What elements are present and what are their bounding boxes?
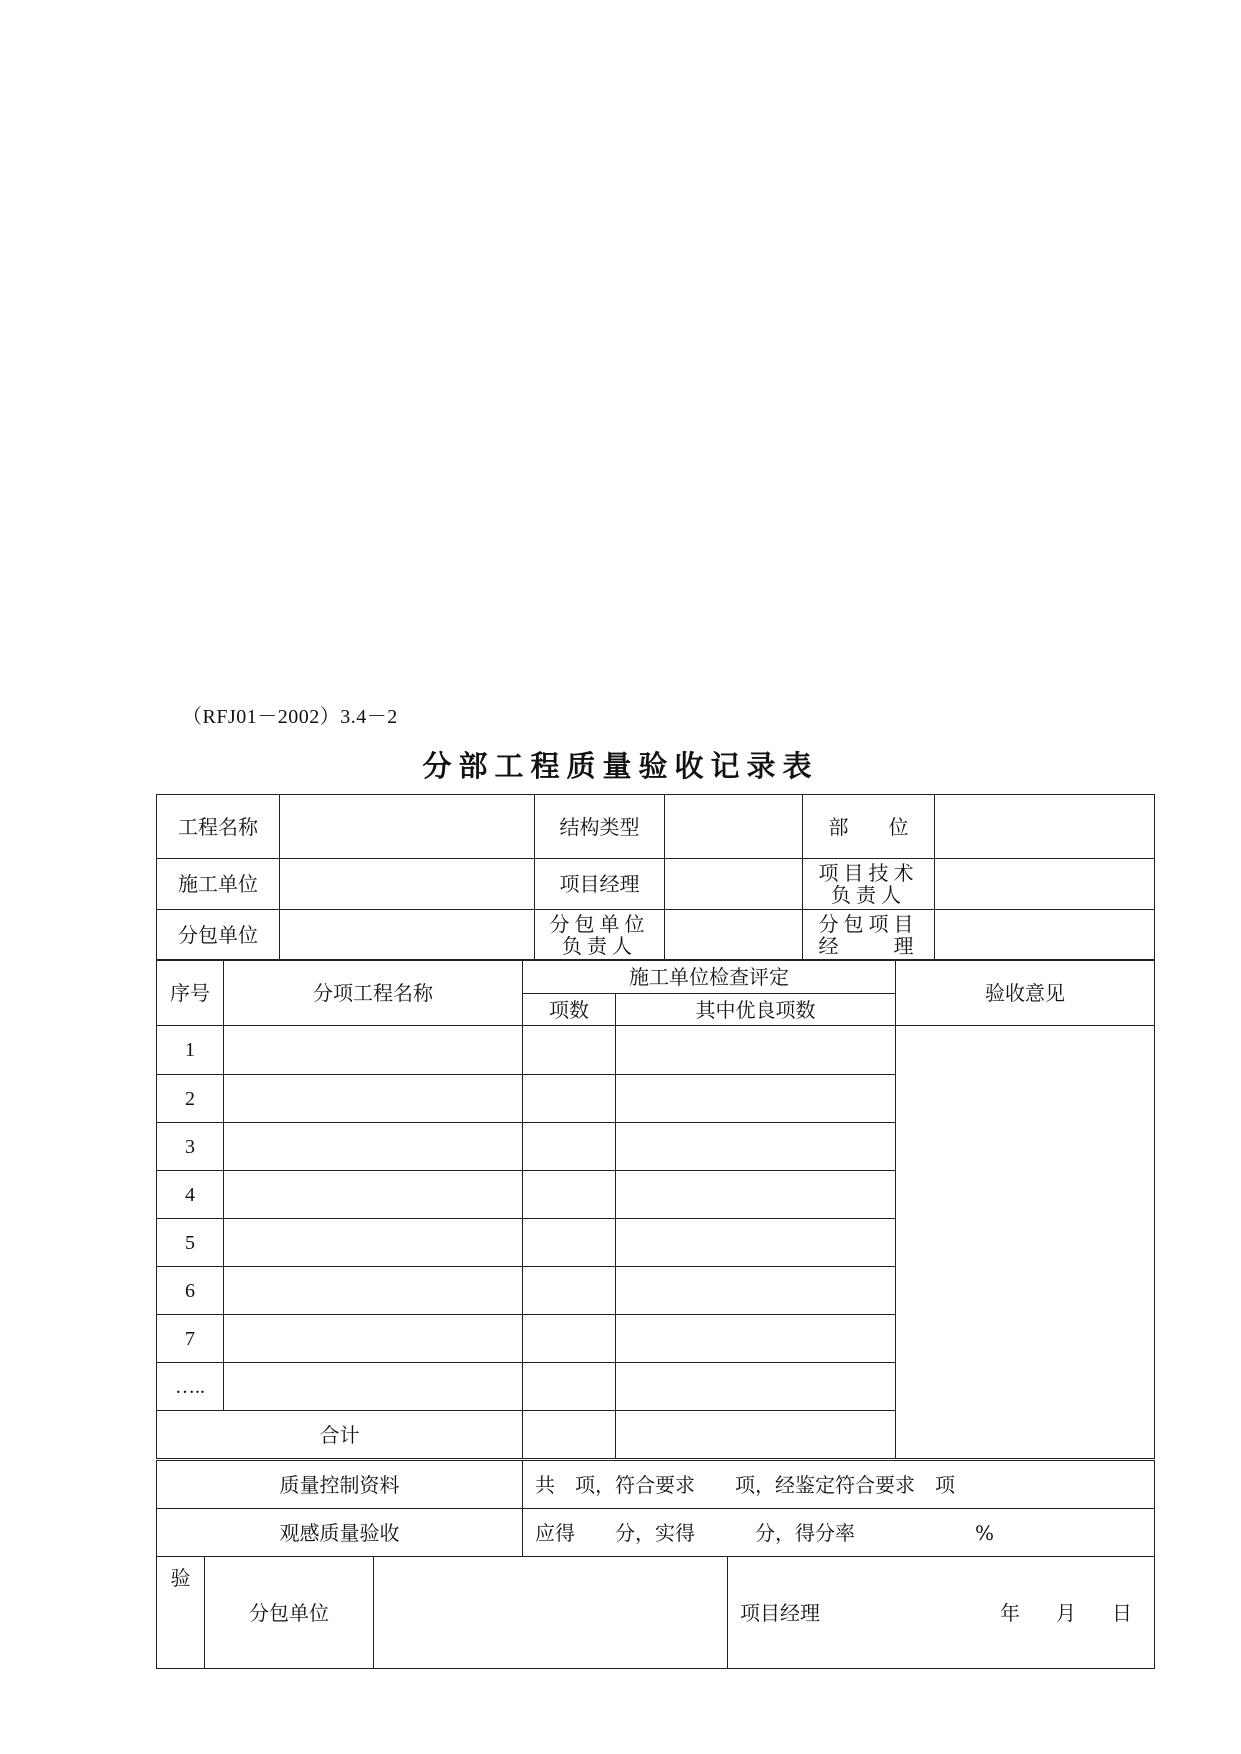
signoff-date: [1000, 1602, 1154, 1624]
item-excellent-cell[interactable]: [616, 1123, 896, 1171]
row-number: 1: [157, 1026, 224, 1075]
item-count-cell[interactable]: [523, 1123, 616, 1171]
item-count-cell[interactable]: [523, 1315, 616, 1363]
document-title: 分部工程质量验收记录表: [422, 749, 819, 783]
signoff-manager-cell[interactable]: [728, 1557, 1155, 1669]
construction-unit-label: 施工单位: [157, 859, 280, 910]
quality-docs-field[interactable]: 共 项，符合要求 项，经鉴定符合要求 项: [523, 1461, 1155, 1509]
sub-pm-label-line2: 经 理: [818, 933, 919, 958]
header-info-table: [156, 794, 1155, 960]
row-number: 3: [157, 1123, 224, 1171]
item-count-cell[interactable]: [523, 1267, 616, 1315]
table-row: [157, 1026, 1155, 1075]
sub-lead-field[interactable]: [665, 910, 803, 960]
sub-lead-label: [535, 910, 665, 960]
sub-lead-label-line2: 负责人: [562, 933, 637, 958]
project-name-label: 工程名称: [157, 795, 280, 859]
item-excellent-cell[interactable]: [616, 1075, 896, 1123]
item-excellent-cell[interactable]: [616, 1315, 896, 1363]
items-table: [156, 960, 1155, 1459]
sub-pm-label-line1: 分包项目: [818, 911, 919, 936]
item-excellent-cell[interactable]: [616, 1171, 896, 1219]
item-name-cell[interactable]: [224, 1075, 523, 1123]
tech-lead-field[interactable]: [935, 859, 1155, 910]
row-number: 4: [157, 1171, 224, 1219]
subcontractor-field[interactable]: [280, 910, 535, 960]
signoff-manager-label: 项目经理: [740, 1600, 820, 1625]
date-year-label: 年: [1000, 1600, 1020, 1625]
item-count-cell[interactable]: [523, 1363, 616, 1411]
project-manager-field[interactable]: [665, 859, 803, 910]
item-count-cell[interactable]: [523, 1219, 616, 1267]
signoff-subcontractor-field[interactable]: [374, 1557, 728, 1669]
signoff-side-label: 验: [157, 1557, 205, 1669]
opinion-cell[interactable]: [896, 1026, 1155, 1459]
project-name-field[interactable]: [280, 795, 535, 859]
col-header-name: 分项工程名称: [224, 961, 523, 1026]
summary-table: [156, 1460, 1155, 1557]
date-month-label: 月: [1056, 1600, 1076, 1625]
row-number: 2: [157, 1075, 224, 1123]
col-header-seq: 序号: [157, 961, 224, 1026]
sub-lead-label-line1: 分包单位: [549, 911, 650, 936]
row-number: 7: [157, 1315, 224, 1363]
row-number: 6: [157, 1267, 224, 1315]
item-name-cell[interactable]: [224, 1123, 523, 1171]
item-name-cell[interactable]: [224, 1267, 523, 1315]
col-header-count: 项数: [523, 994, 616, 1026]
total-excellent-cell[interactable]: [616, 1411, 896, 1459]
quality-docs-label: 质量控制资料: [157, 1461, 523, 1509]
total-count-cell[interactable]: [523, 1411, 616, 1459]
col-header-check-group: 施工单位检查评定: [523, 961, 896, 994]
structure-type-label: 结构类型: [535, 795, 665, 859]
project-manager-label: 项目经理: [535, 859, 665, 910]
total-label: 合计: [157, 1411, 523, 1459]
col-header-excellent: 其中优良项数: [616, 994, 896, 1026]
tech-lead-label-line2: 负责人: [831, 883, 906, 907]
item-excellent-cell[interactable]: [616, 1267, 896, 1315]
item-name-cell[interactable]: [224, 1363, 523, 1411]
location-field[interactable]: [935, 795, 1155, 859]
item-count-cell[interactable]: [523, 1171, 616, 1219]
row-number: 5: [157, 1219, 224, 1267]
item-name-cell[interactable]: [224, 1171, 523, 1219]
date-day-label: 日: [1112, 1600, 1132, 1625]
signoff-subcontractor-label: 分包单位: [205, 1557, 374, 1669]
appearance-field[interactable]: 应得 分，实得 分，得分率 %: [523, 1509, 1155, 1557]
row-number: …..: [157, 1363, 224, 1411]
tech-lead-label: [803, 859, 935, 910]
item-count-cell[interactable]: [523, 1075, 616, 1123]
item-count-cell[interactable]: [523, 1026, 616, 1075]
item-name-cell[interactable]: [224, 1219, 523, 1267]
location-label: 部 位: [803, 795, 935, 859]
item-excellent-cell[interactable]: [616, 1363, 896, 1411]
item-name-cell[interactable]: [224, 1315, 523, 1363]
item-excellent-cell[interactable]: [616, 1026, 896, 1075]
appearance-label: 观感质量验收: [157, 1509, 523, 1557]
tech-lead-label-line1: 项目技术: [818, 861, 919, 885]
subcontractor-label: 分包单位: [157, 910, 280, 960]
col-header-opinion: 验收意见: [896, 961, 1155, 1026]
signoff-table: [156, 1556, 1155, 1669]
sub-pm-label: [803, 910, 935, 960]
document-code: （RFJ01－2002）3.4－2: [182, 706, 398, 728]
sub-pm-field[interactable]: [935, 910, 1155, 960]
construction-unit-field[interactable]: [280, 859, 535, 910]
structure-type-field[interactable]: [665, 795, 803, 859]
item-name-cell[interactable]: [224, 1026, 523, 1075]
item-excellent-cell[interactable]: [616, 1219, 896, 1267]
